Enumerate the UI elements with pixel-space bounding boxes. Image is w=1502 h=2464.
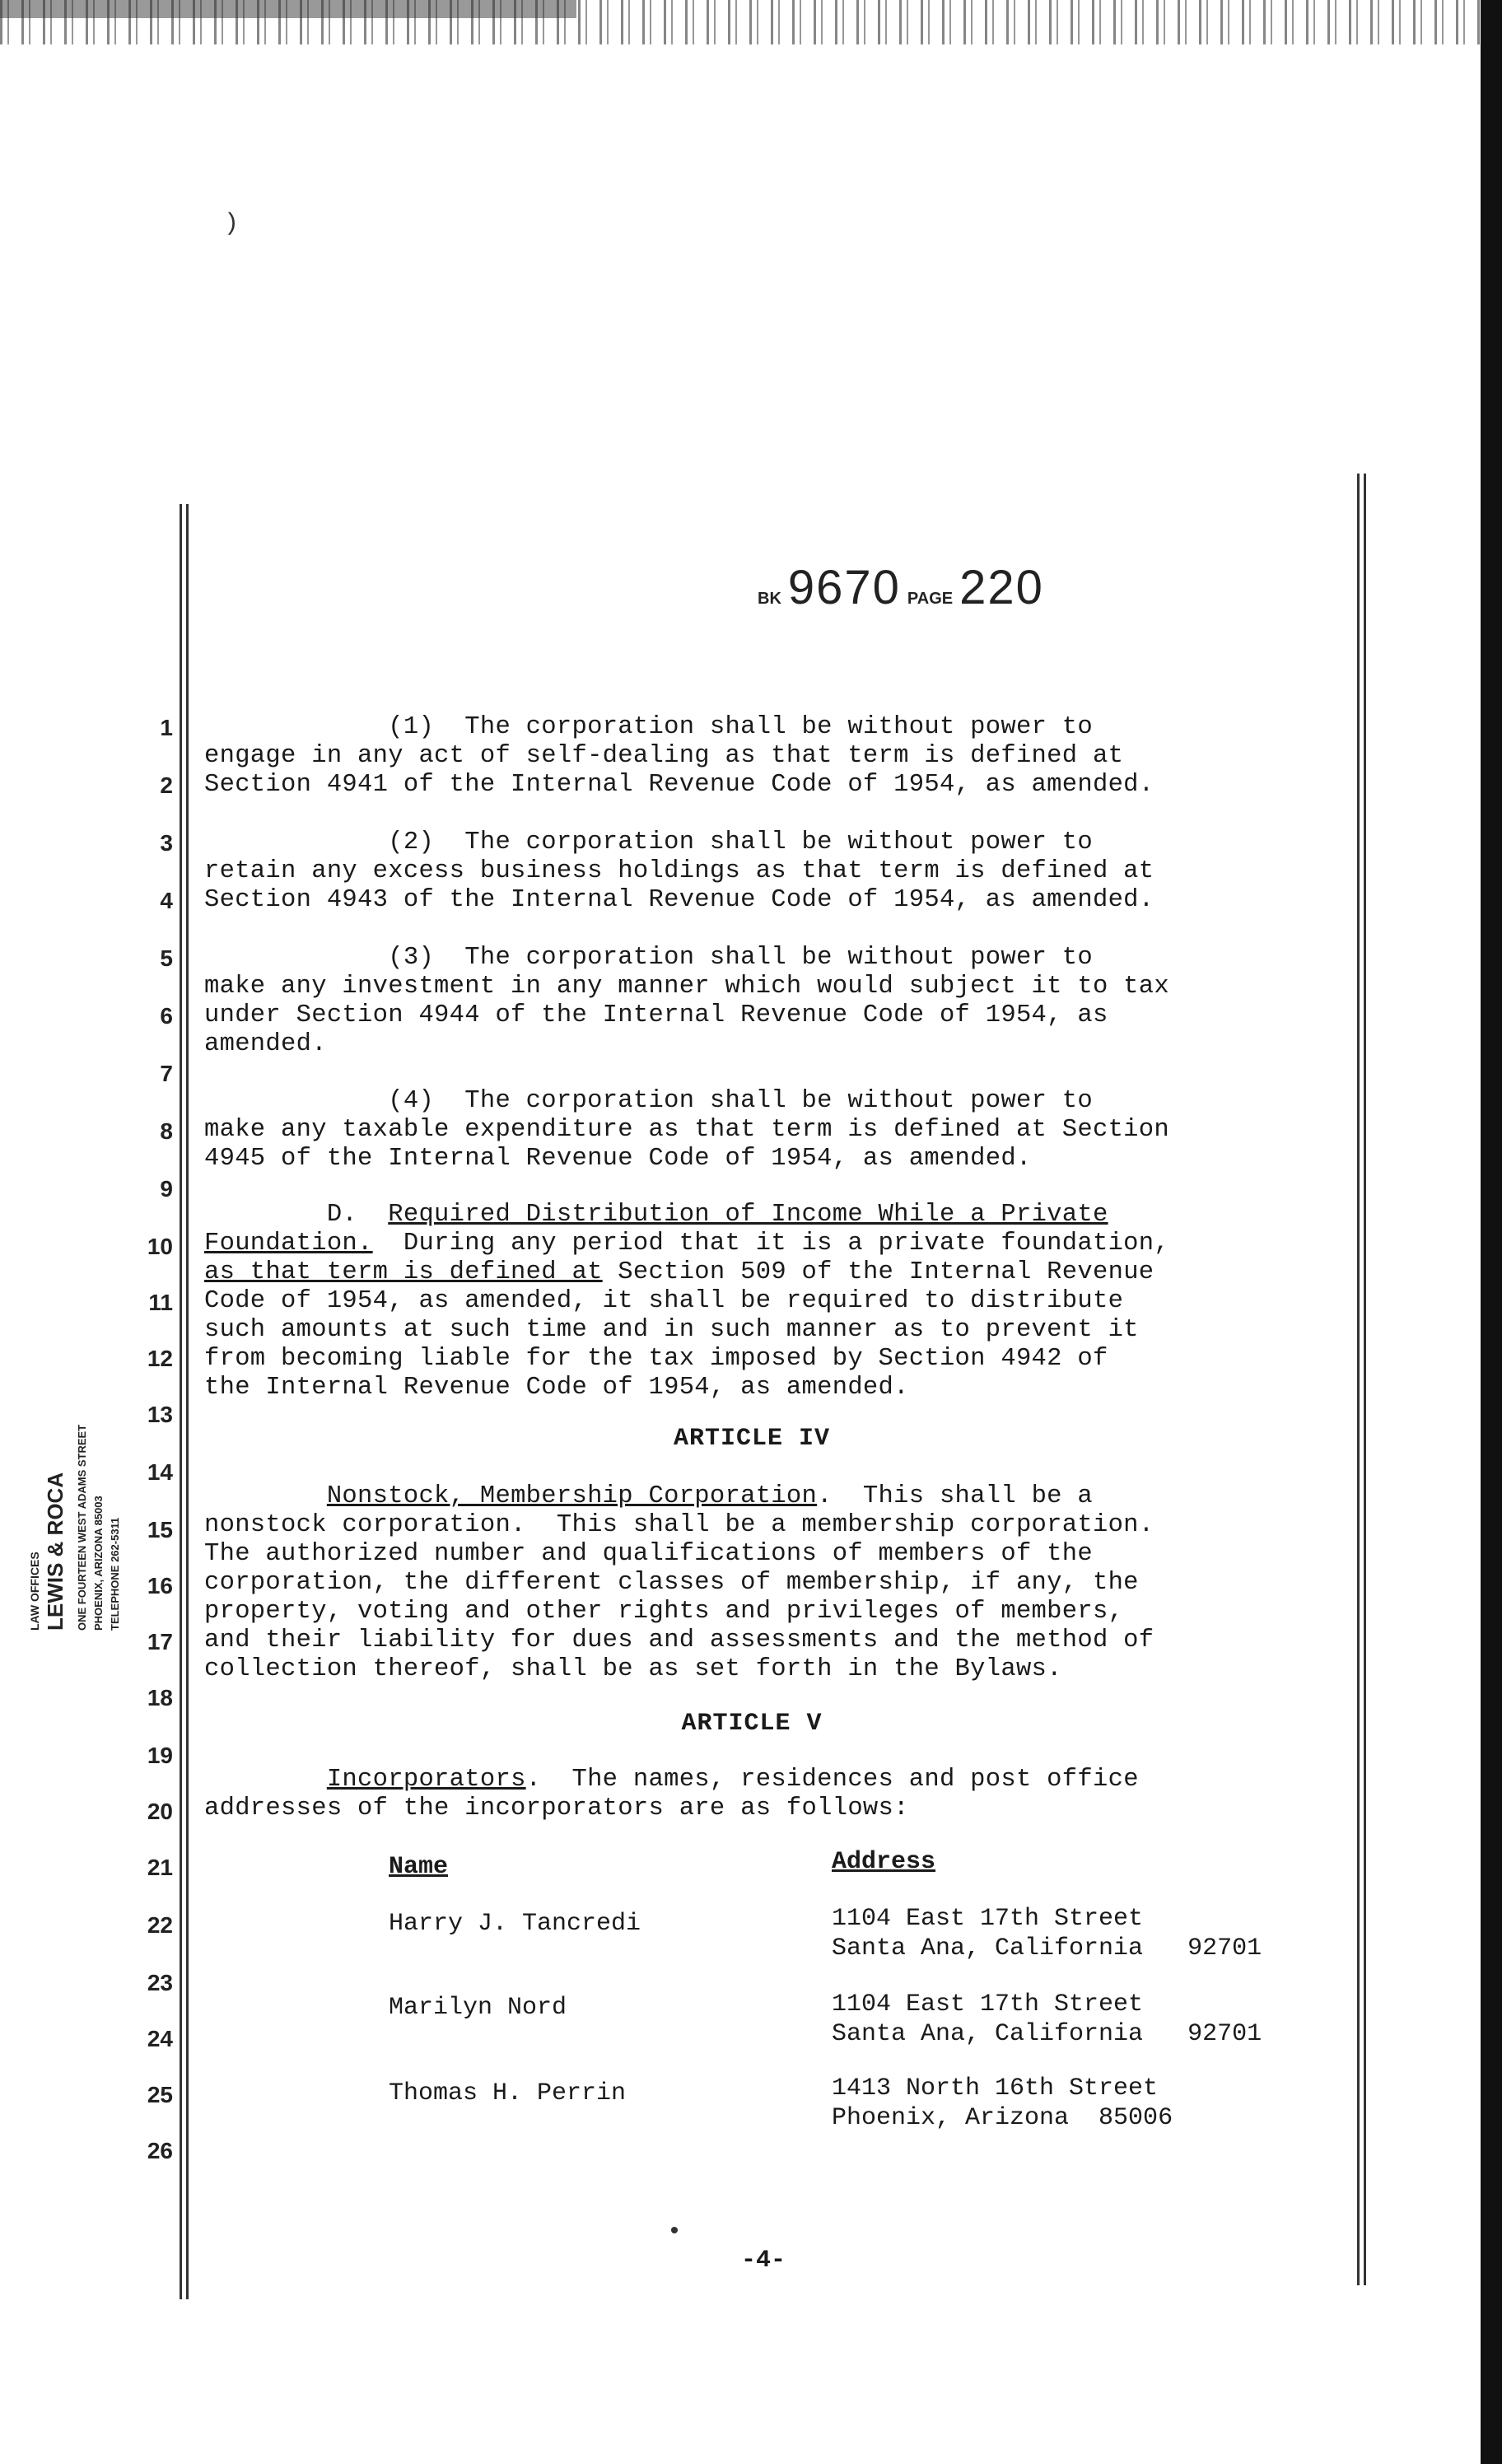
line-number: 20	[147, 1799, 173, 1824]
line-number: 21	[147, 1855, 173, 1880]
incorporator-name: Thomas H. Perrin	[389, 2079, 627, 2107]
paragraph-c4: (4) The corporation shall be without power to make any taxable expenditure as that term is defined at Section 4945 of the Internal Revenue Code of 1954, as amended.	[204, 1087, 1169, 1173]
line-number: 17	[147, 1629, 173, 1654]
line-number: 18	[147, 1685, 173, 1710]
left-margin-rule	[180, 504, 182, 2299]
line-number: 12	[147, 1346, 173, 1371]
line-number: 26	[147, 2138, 173, 2163]
paragraph-d-heading-cont: Foundation.	[204, 1230, 373, 1258]
line-number: 24	[147, 2026, 173, 2051]
sidebar-law-offices: LAW OFFICES	[28, 1552, 41, 1631]
line-number: 11	[148, 1290, 173, 1315]
incorporator-address-line1: 1104 East 17th Street	[832, 1990, 1144, 2018]
article-v-heading: Incorporators	[326, 1766, 526, 1794]
incorporator-address-line1: 1413 North 16th Street	[832, 2074, 1159, 2102]
article-v-text: . The names, residences and post office addresses of the incorporators are as follows:	[204, 1766, 1139, 1822]
sidebar-firm-name: LEWIS & ROCA	[43, 1472, 68, 1631]
line-number: 22	[147, 1912, 173, 1938]
article-iv-title: ARTICLE IV	[673, 1425, 831, 1453]
line-number: 19	[147, 1743, 173, 1768]
scan-edge-right	[1481, 0, 1502, 2464]
stray-mark: •	[667, 2219, 683, 2247]
paragraph-d	[204, 1201, 1299, 1402]
paragraph-d-text: During any period that it is a private foundation,	[372, 1230, 1169, 1258]
line-number: 8	[160, 1118, 173, 1144]
line-number: 2	[160, 772, 173, 798]
sidebar-city: PHOENIX, ARIZONA 85003	[92, 1496, 105, 1631]
line-number: 6	[160, 1003, 173, 1029]
article-v-indent	[204, 1766, 327, 1794]
line-number: 4	[160, 888, 173, 913]
paragraph-c3: (3) The corporation shall be without power to make any investment in any manner which would subject it to tax under Section 4944 of the Internal Revenue Code of 1954, as amended.	[204, 944, 1169, 1058]
line-number: 25	[147, 2082, 173, 2107]
book-number: 9670	[787, 561, 901, 614]
paragraph-d-text-cont: Section 509 of the Internal Revenue Code of 1954, as amended, it shall be required to distribute such amounts at such time and in such manner as to prevent it from becoming liable for the tax imposed by Section 4942 of the Internal Revenue Code of 1954, as amended.	[204, 1258, 1154, 1402]
incorporator-name: Harry J. Tancredi	[389, 1910, 641, 1938]
paragraph-c1: (1) The corporation shall be without power to engage in any act of self-dealing as that term is defined at Section 4941 of the Internal Revenue Code of 1954, as amended.	[204, 713, 1154, 799]
scan-noise-top-dark	[0, 0, 576, 18]
paragraph-d-heading: Required Distribution of Income While a Private	[388, 1201, 1108, 1229]
line-number: 13	[147, 1402, 173, 1427]
paragraph-d-prefix: D.	[204, 1201, 389, 1229]
right-margin-rule-inner	[1364, 474, 1366, 2285]
paragraph-article-v	[204, 1766, 1299, 1823]
sidebar-telephone: TELEPHONE 262-5311	[109, 1517, 121, 1631]
article-iv-heading: Nonstock, Membership Corporation	[326, 1482, 818, 1510]
line-number: 1	[160, 715, 173, 740]
incorporators-address-header: Address	[832, 1848, 936, 1876]
paragraph-c2: (2) The corporation shall be without power to retain any excess business holdings as that term is defined at Section 4943 of the Internal Revenue Code of 1954, as amended.	[204, 828, 1154, 914]
right-margin-rule	[1357, 474, 1360, 2285]
line-number: 9	[160, 1176, 173, 1202]
line-number: 7	[160, 1061, 173, 1086]
paragraph-article-iv	[204, 1482, 1299, 1684]
incorporator-name: Marilyn Nord	[389, 1994, 567, 2022]
book-page-stamp	[758, 560, 1071, 618]
left-margin-rule-inner	[186, 504, 189, 2299]
incorporator-address-line2: Santa Ana, California 92701	[832, 2020, 1262, 2048]
line-number: 23	[147, 1970, 173, 1995]
page-footer-number: -4-	[741, 2247, 786, 2275]
incorporator-address-line2: Santa Ana, California 92701	[832, 1934, 1262, 1962]
incorporators-name-header: Name	[389, 1853, 449, 1881]
incorporator-address-line1: 1104 East 17th Street	[832, 1905, 1144, 1933]
stray-mark: )	[224, 210, 240, 238]
incorporator-address-line2: Phoenix, Arizona 85006	[832, 2104, 1173, 2132]
line-number: 14	[147, 1459, 173, 1485]
book-label: BK	[758, 590, 781, 608]
sidebar-street: ONE FOURTEEN WEST ADAMS STREET	[76, 1424, 88, 1631]
paragraph-d-underlined: as that term is defined at	[204, 1258, 603, 1286]
line-number: 5	[160, 945, 173, 971]
line-number: 10	[147, 1234, 173, 1259]
line-number: 16	[147, 1573, 173, 1598]
line-number: 3	[160, 830, 173, 856]
line-number: 15	[147, 1517, 173, 1542]
law-office-sidebar	[25, 1268, 124, 1631]
article-iv-text: . This shall be a nonstock corporation. This shall be a membership corporation. The authorized number and qualifications of members of the corporation, the different classes of membership, if any, the property, voting and other rights and privileges of members, and their liability for dues and assessments and the method of collection thereof, shall be as set forth in the Bylaws.	[204, 1482, 1154, 1683]
page-number-stamp: 220	[959, 561, 1044, 614]
article-v-title: ARTICLE V	[681, 1710, 823, 1738]
article-iv-indent	[204, 1482, 327, 1510]
page-label: PAGE	[907, 590, 954, 608]
